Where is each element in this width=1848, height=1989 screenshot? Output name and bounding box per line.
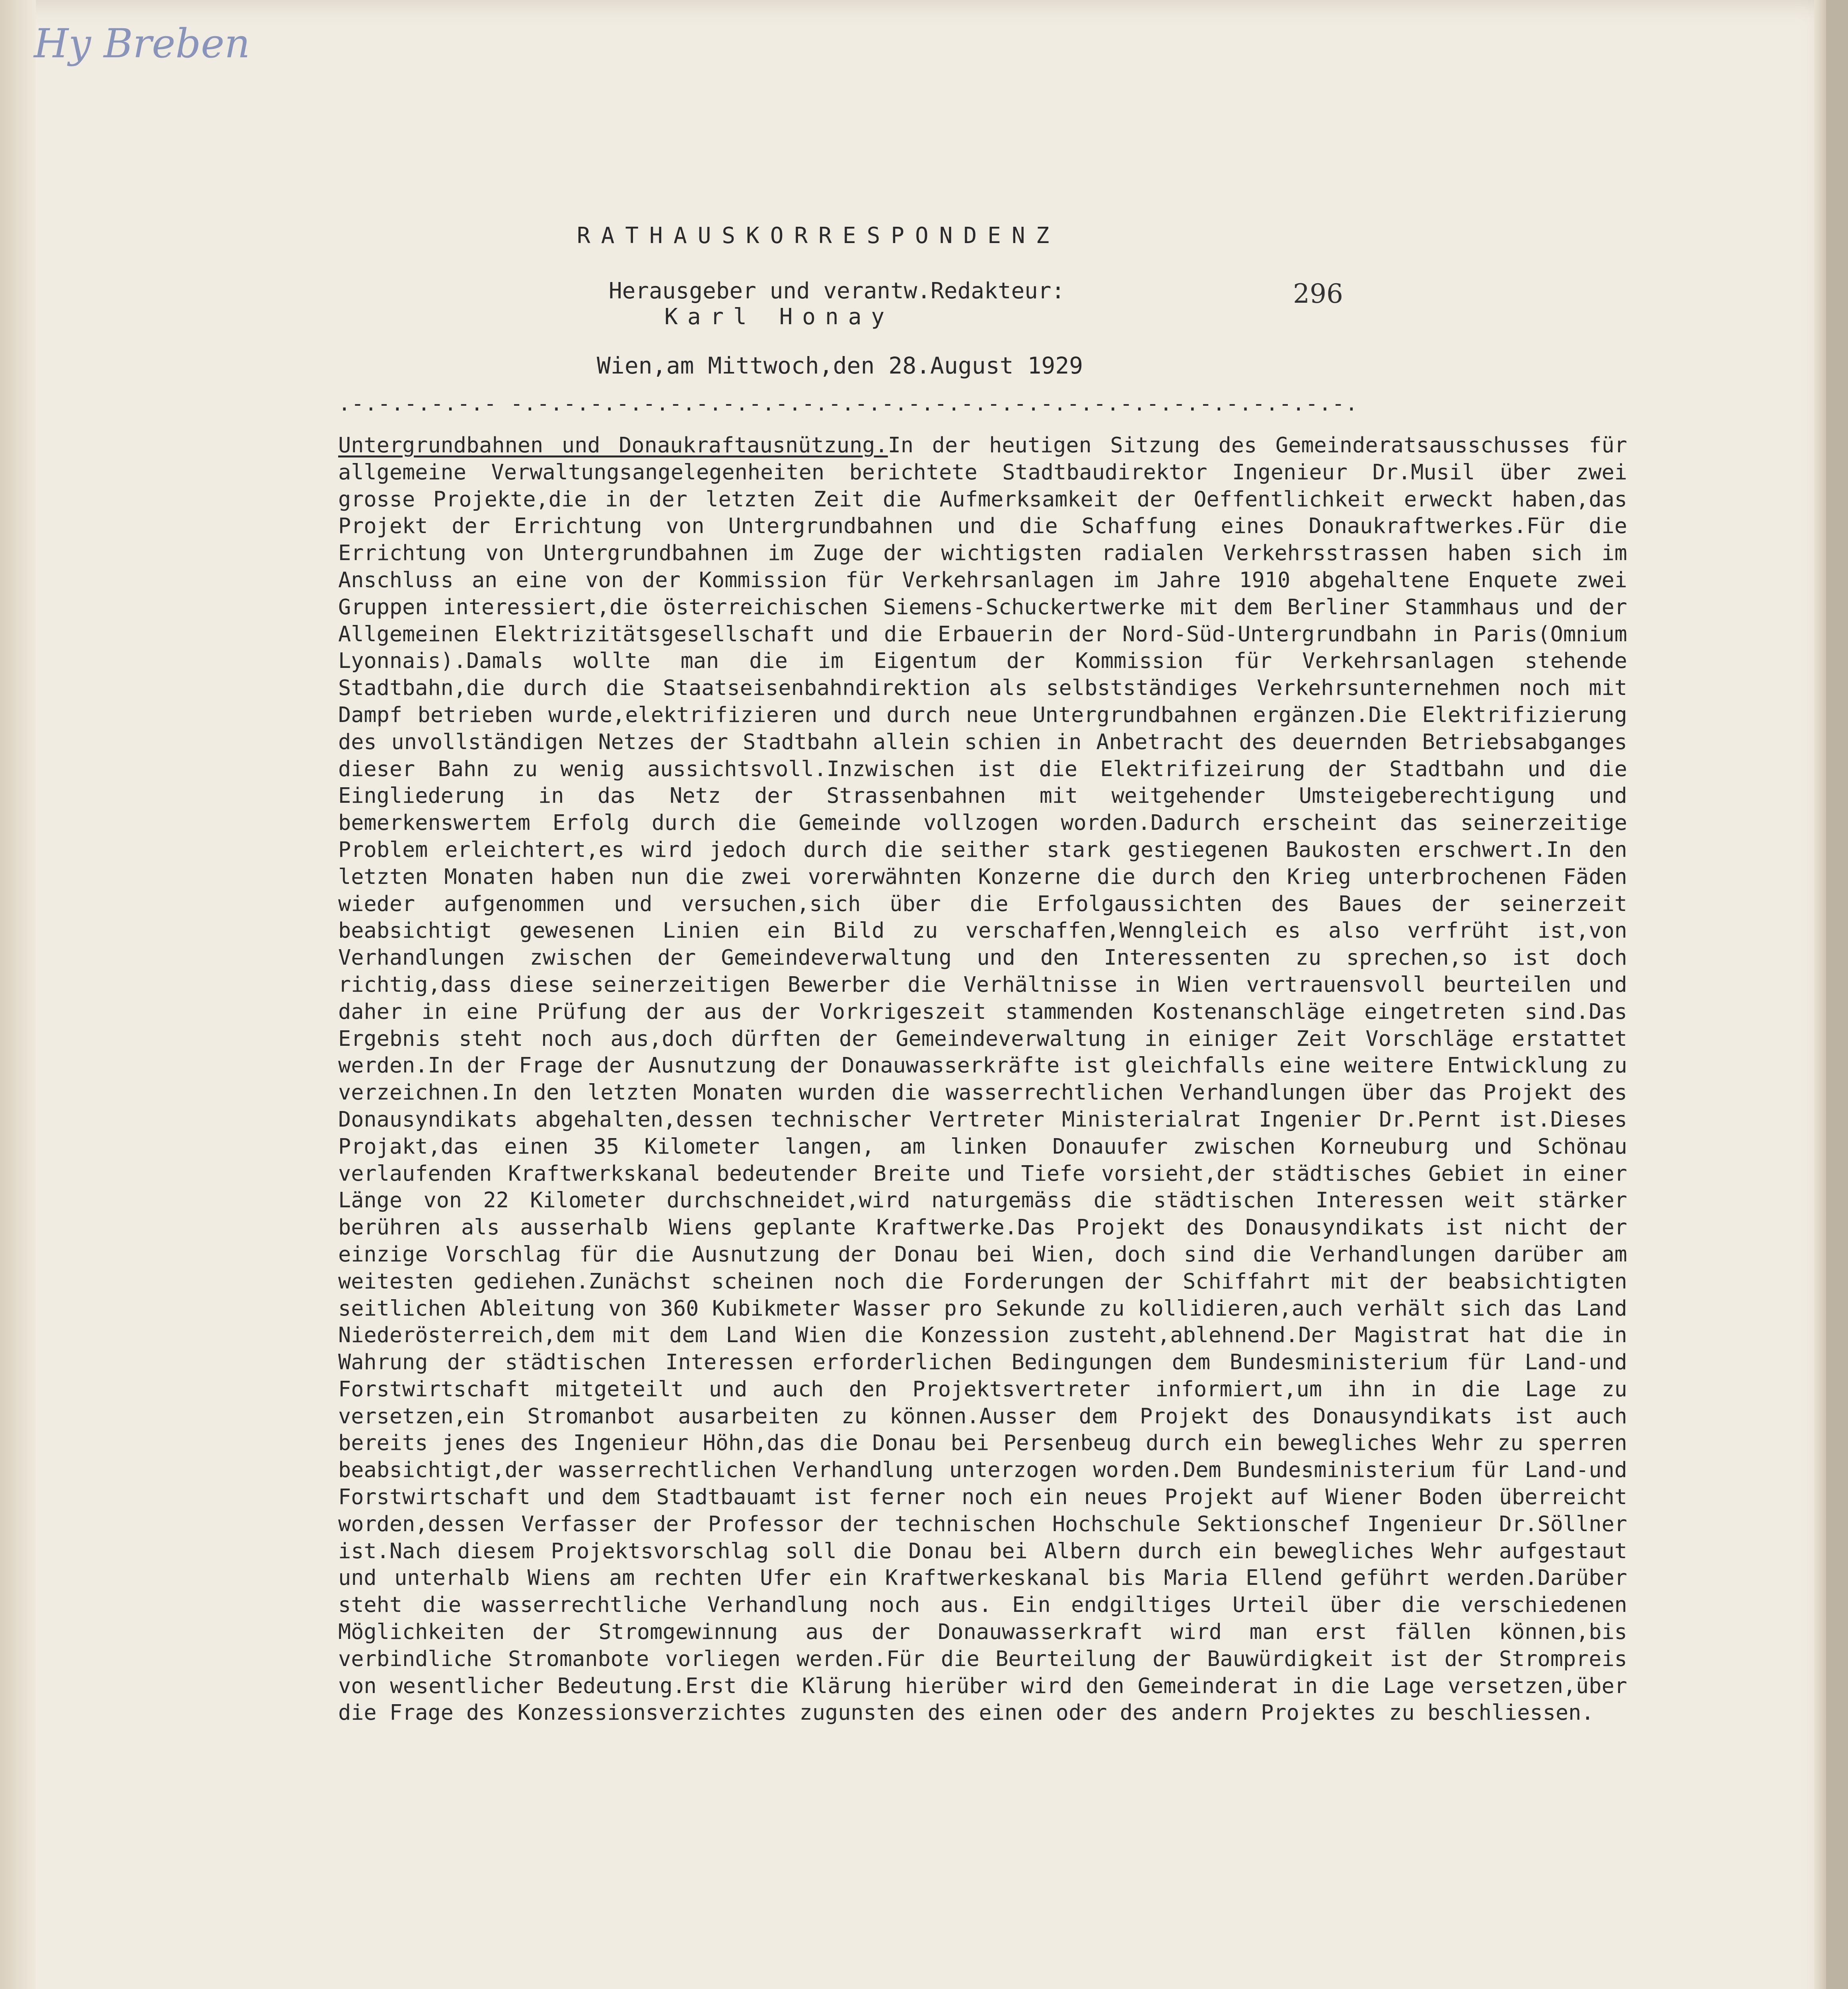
dateline: Wien,am Mittwoch,den 28.August 1929 [597, 352, 1083, 379]
article-body [338, 432, 1627, 1989]
page-right-edge [1814, 0, 1826, 1989]
handwritten-note: Hy Breben [34, 20, 250, 67]
page-number: 296 [1293, 278, 1343, 309]
editor-name: Karl Honay [664, 304, 894, 330]
article-headline: Untergrundbahnen und Donaukraftausnützung. [338, 432, 888, 457]
article-text: In der heutigen Sitzung des Gemeinderatsausschusses für allgemeine Verwaltungsangelegenheiten berichtete Stadtbaudirektor Ingenieur Dr.Musil über zwei grosse Projekte,die in der letzten Zeit die Aufmerksamkeit der Oeffentlichkeit erweckt haben,das Projekt der Errichtung von Untergrundbahnen und die Schaffung eines Donaukraftwerkes.Für die Errichtung von Untergrundbahnen im Zuge der wichtigsten radialen Verkehrsstrassen haben sich im Anschluss an eine von der Kommission für Verkehrsanlagen im Jahre 1910 abgehaltene Enquete zwei Gruppen interessiert,die österreichischen Siemens-Schuckertwerke mit dem Berliner Stammhaus und der Allgemeinen Elektrizitätsgesellschaft und die Erbauerin der Nord-Süd-Untergrundbahn in Paris(Omnium Lyonnais).Damals wollte man die im Eigentum der Kommission für Verkehrsanlagen stehende Stadtbahn,die durch die Staatseisenbahndirektion als selbstständiges Verkehrsunternehmen noch mit Dampf betrieben wurde,elektrifizieren und durch neue Untergrundbahnen ergänzen.Die Elektrifizierung des unvollständigen Netzes der Stadtbahn allein schien in Anbetracht des deuernden Betriebsabganges dieser Bahn zu wenig aussichtsvoll.Inzwischen ist die Elektrifizeirung der Stadtbahn und die Eingliederung in das Netz der Strassenbahnen mit weitgehender Umsteigeberechtigung und bemerkenswertem Erfolg durch die Gemeinde vollzogen worden.Dadurch erscheint das seinerzeitige Problem erleichtert,es wird jedoch durch die seither stark gestiegenen Baukosten erschwert.In den letzten Monaten haben nun die zwei vorerwähnten Konzerne die durch den Krieg unterbrochenen Fäden wieder aufgenommen und versuchen,sich über die Erfolgaussichten des Baues der seinerzeit beabsichtigt gewesenen Linien ein Bild zu verschaffen,Wenngleich es also verfrüht ist,von Verhandlungen zwischen der Gemeindeverwaltung und den Interessenten zu sprechen,so ist doch richtig,dass diese seinerzeitigen Bewerber die Verhältnisse in Wien vertrauensvoll beurteilen und daher in eine Prüfung der aus der Vorkrigeszeit stammenden Kostenanschläge eingetreten sind.Das Ergebnis steht noch aus,doch dürften der Gemeindeverwaltung in einiger Zeit Vorschläge erstattet werden.In der Frage der Ausnutzung der Donauwasserkräfte ist gleichfalls eine weitere Entwicklung zu verzeichnen.In den letzten Monaten wurden die wasserrechtlichen Verhandlungen über das Projekt des Donausyndikats abgehalten,dessen technischer Vertreter Ministerialrat Ingenier Dr.Pernt ist.Dieses Projakt,das einen 35 Kilometer langen, am linken Donauufer zwischen Korneuburg und Schönau verlaufenden Kraftwerkskanal bedeutender Breite und Tiefe vorsieht,der städtisches Gebiet in einer Länge von 22 Kilometer durchschneidet,wird naturgemäss die städtischen Interessen weit stärker berühren als ausserhalb Wiens geplante Kraftwerke.Das Projekt des Donausyndikats ist nicht der einzige Vorschlag für die Ausnutzung der Donau bei Wien, doch sind die Verhandlungen darüber am weitesten gediehen.Zunächst scheinen noch die Forderungen der Schiffahrt mit der beabsichtigten seitlichen Ableitung von 360 Kubikmeter Wasser pro Sekunde zu kollidieren,auch verhält sich das Land Niederösterreich,dem mit dem Land Wien die Konzession zusteht,ablehnend.Der Magistrat hat die in Wahrung der städtischen Interessen erforderlichen Bedingungen dem Bundesministerium für Land-und Forstwirtschaft mitgeteilt und auch den Projektsvertreter informiert,um ihn in die Lage zu versetzen,ein Stromanbot ausarbeiten zu können.Ausser dem Projekt des Donausyndikats ist auch bereits jenes des Ingenieur Höhn,das die Donau bei Persenbeug durch ein bewegliches Wehr zu sperren beabsichtigt,der wasserrechtlichen Verhandlung unterzogen worden.Dem Bundesministerium für Land-und Forstwirtschaft und dem Stadtbauamt ist ferner noch ein neues Projekt auf Wiener Boden überreicht worden,dessen Verfasser der Professor der technischen Hochschule Sektionschef Ingenieur Dr.Söllner ist.Nach diesem Projektsvorschlag soll die Donau bei Albern durch ein bewegliches Wehr aufgestaut und unterhalb Wiens am rechten Ufer ein Kraftwerkeskanal bis Maria Ellend geführt werden.Darüber steht die wasserrechtliche Verhandlung noch aus. Ein endgiltiges Urteil über die verschiedenen Möglichkeiten der Stromgewinnung aus der Donauwasserkraft wird man erst fällen können,bis verbindliche Stromanbote vorliegen werden.Für die Beurteilung der Bauwürdigkeit ist der Strompreis von wesentlicher Bedeutung.Erst die Klärung hierüber wird den Gemeinderat in die Lage versetzen,über die Frage des Konzessionsverzichtes zugunsten des einen oder des andern Projektes zu beschliessen. [338, 432, 1627, 1725]
page-binding-edge [0, 0, 36, 1989]
publication-title: RATHAUSKORRESPONDENZ [577, 223, 1060, 249]
publisher-line: Herausgeber und verantw.Redakteur: [609, 278, 1065, 304]
separator-top: .-.-.-.-.-.- -.-.-.-.-.-.-.-.-.-.-.-.-.-.-.-.-.-.-.-.-.-.-.-.-.-.-.-.-.-.-.-. [338, 392, 1359, 416]
